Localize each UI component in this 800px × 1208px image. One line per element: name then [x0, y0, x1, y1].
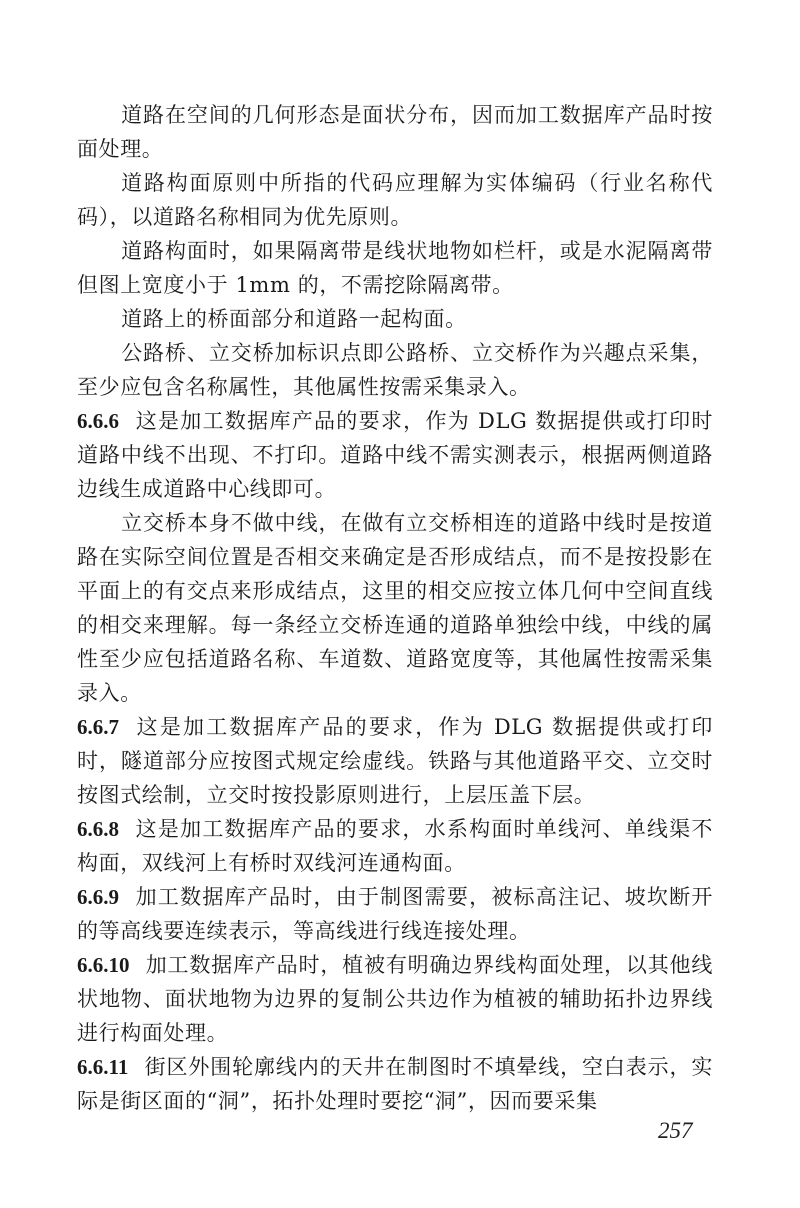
clause-text: 加工数据库产品时，由于制图需要，被标高注记、坡坎断开的等高线要连续表示，等高线进行线连接处理。 [77, 885, 713, 943]
paragraph-road-surface-processing: 道路在空间的几何形态是面状分布，因而加工数据库产品时按面处理。 [77, 103, 713, 161]
paragraph-bridge-poi: 公路桥、立交桥加标识点即公路桥、立交桥作为兴趣点采集，至少应包含名称属性，其他属性按需采集录入。 [77, 341, 713, 399]
clause-number: 6.6.9 [77, 885, 119, 909]
clause-number: 6.6.6 [77, 409, 119, 433]
clause-text: 这是加工数据库产品的要求，作为 DLG 数据提供或打印时道路中线不出现、不打印。道路中线不需实测表示，根据两侧道路边线生成道路中心线即可。 [77, 409, 713, 501]
clause-text: 加工数据库产品时，植被有明确边界线构面处理，以其他线状地物、面状地物为边界的复制公共边作为植被的辅助拓扑边界线进行构面处理。 [77, 953, 713, 1045]
clause-text: 这是加工数据库产品的要求，作为 DLG 数据提供或打印时，隧道部分应按图式规定绘虚线。铁路与其他道路平交、立交时按图式绘制，立交时按投影原则进行，上层压盖下层。 [77, 715, 713, 807]
clause-number: 6.6.7 [77, 715, 119, 739]
clause-number: 6.6.8 [77, 817, 119, 841]
clause-6-6-7 [77, 710, 713, 812]
paragraph-interchange-centerline: 立交桥本身不做中线，在做有立交桥相连的道路中线时是按道路在实际空间位置是否相交来确定是否形成结点，而不是按投影在平面上的有交点来形成结点，这里的相交应按立体几何中空间直线的相交来理解。每一条经立交桥连通的道路单独绘中线，中线的属性至少应包括道路名称、车道数、道路宽度等，其他属性按需采集录入。 [77, 511, 713, 705]
clause-number: 6.6.10 [77, 953, 130, 977]
paragraph-bridge-surface: 道路上的桥面部分和道路一起构面。 [121, 307, 467, 331]
clause-6-6-8 [77, 812, 713, 880]
document-page-body [77, 98, 713, 1118]
paragraph-road-code-principle: 道路构面原则中所指的代码应理解为实体编码（行业名称代码），以道路名称相同为优先原则。 [77, 171, 713, 229]
paragraph-median-strip: 道路构面时，如果隔离带是线状地物如栏杆，或是水泥隔离带但图上宽度小于 1mm 的，不需挖除隔离带。 [77, 239, 713, 297]
clause-6-6-6 [77, 404, 713, 506]
clause-number: 6.6.11 [77, 1055, 129, 1079]
clause-text: 这是加工数据库产品的要求，水系构面时单线河、单线渠不构面，双线河上有桥时双线河连通构面。 [77, 817, 713, 875]
clause-text: 街区外围轮廓线内的天井在制图时不填晕线，空白表示，实际是街区面的“洞”，拓扑处理时要挖“洞”，因而要采集 [77, 1055, 713, 1113]
clause-6-6-10 [77, 948, 713, 1050]
clause-6-6-11 [77, 1050, 713, 1118]
clause-6-6-9 [77, 880, 713, 948]
page-number: 257 [658, 1118, 693, 1143]
